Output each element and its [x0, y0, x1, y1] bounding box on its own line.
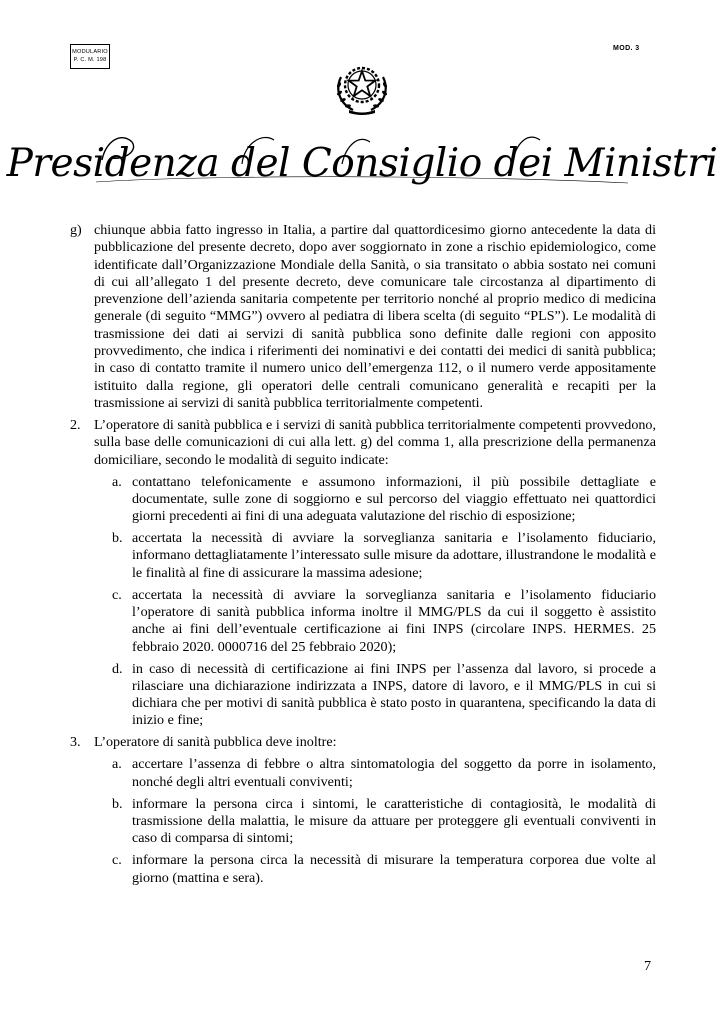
section-marker: 2. [70, 416, 81, 433]
section-3-sublist [112, 756, 656, 886]
section-3 [70, 734, 656, 751]
list-item-text: chiunque abbia fatto ingresso in Italia, a partire dal quattordicesimo giorno antecedente la data di pubblicazione del presente decreto, dopo aver soggiornato in zone a rischio epidemiologico, come identificate dall’Organizzazione Mondiale della Sanità, o sia transitato o abbia sostato nei comuni di cui all’allegato 1 del presente decreto, deve comunicare tale circostanza al dipartimento di prevenzione dell’azienda sanitaria competente per territorio nonché al proprio medico di medicina generale (di seguito “MMG”) ovvero al pediatra di libera scelta (di seguito “PLS”). Le modalità di trasmissione dei dati ai servizi di sanità pubblica sono definite dalle regioni con apposito provvedimento, che indica i riferimenti dei nominativi e dei contatti dei medici di sanità pubblica; in caso di contatto tramite il numero unico dell’emergenza 112, o il numero verde appositamente istituito dalla regione, gli operatori delle centrali comunicano generalità e recapiti per la trasmissione ai servizi di sanità pubblica territorialmente competenti. [94, 222, 656, 411]
list-item-text: accertata la necessità di avviare la sorveglianza sanitaria e l’isolamento fiduciario l’operatore di sanità pubblica informa inoltre il MMG/PLS da cui il soggetto è assistito anche ai fini dell’eventuale certificazione ai fini INPS (circolare INPS. HERMES. 25 febbraio 2020. 0000716 del 25 febbraio 2020); [132, 586, 656, 655]
stamp-line-2: P. C. M. 198 [73, 57, 107, 63]
section-2-sublist [112, 474, 656, 730]
section-marker: 3. [70, 734, 81, 751]
list-marker: a. [112, 756, 122, 773]
section-text: L’operatore di sanità pubblica deve inoltre: [94, 734, 337, 751]
list-marker: b. [112, 795, 123, 812]
list-item-3c [112, 852, 656, 887]
list-item-2a [112, 474, 656, 526]
stamp-line-1: MODULARIO [72, 49, 108, 55]
list-item-2d [112, 661, 656, 730]
list-item-3a [112, 756, 656, 791]
list-item-2b [112, 530, 656, 582]
presidenza-title [6, 120, 718, 208]
list-marker: b. [112, 530, 123, 547]
list-item-3b [112, 796, 656, 848]
page-number: 7 [644, 958, 652, 974]
list-marker: d. [112, 660, 123, 677]
list-item-text: contattano telefonicamente e assumono informazioni, il più possibile dettagliate e documentate, sulle zone di soggiorno e sul percorso del viaggio effettuato nei quattordici giorni precedenti ai fini di una adeguata valutazione del rischio di esposizione; [132, 473, 656, 525]
form-code: MOD. 3 [613, 45, 640, 52]
section-text: L’operatore di sanità pubblica e i servizi di sanità pubblica territorialmente competenti provvedono, sulla base delle comunicazioni di cui alla lett. g) del comma 1, alla prescrizione della permanenza domiciliare, secondo le modalità di seguito indicate: [94, 416, 656, 468]
document-body [70, 222, 656, 887]
list-marker: c. [112, 852, 122, 869]
list-item-text: accertare l’assenza di febbre o altra sintomatologia del soggetto da porre in isolamento, nonché degli altri eventuali conviventi; [132, 756, 656, 790]
list-marker: a. [112, 473, 122, 490]
list-item-2c [112, 587, 656, 656]
italian-republic-emblem-icon [331, 55, 393, 115]
list-marker: c. [112, 586, 122, 603]
section-2 [70, 417, 656, 469]
list-item-g [70, 222, 656, 412]
list-marker: g) [70, 222, 82, 238]
list-item-text: informare la persona circa la necessità di misurare la temperatura corporea due volte al giorno (mattina e sera). [132, 852, 656, 886]
list-item-text: accertata la necessità di avviare la sorveglianza sanitaria e l’isolamento fiduciario, informano dettagliatamente l’interessato sulle misure da adottare, illustrandone le modalità e le finalità al fine di assicurare la massima adesione; [132, 530, 656, 581]
list-item-text: informare la persona circa i sintomi, le caratteristiche di contagiosità, le modalità di trasmissione della malattia, le misure da attuare per proteggere gli eventuali conviventi in caso di comparsa di sintomi; [132, 795, 656, 847]
list-item-text: in caso di necessità di certificazione ai fini INPS per l’assenza dal lavoro, si procede a rilasciare una dichiarazione indirizzata a INPS, datore di lavoro, e il MMG/PLS in cui si dichiara che per motivi di sanità pubblica è stato posto in quarantena, specificando la data di inizio e fine; [132, 660, 656, 729]
title-text: Presidenza del Consiglio dei Ministri [6, 141, 718, 186]
modulario-stamp [70, 44, 110, 69]
